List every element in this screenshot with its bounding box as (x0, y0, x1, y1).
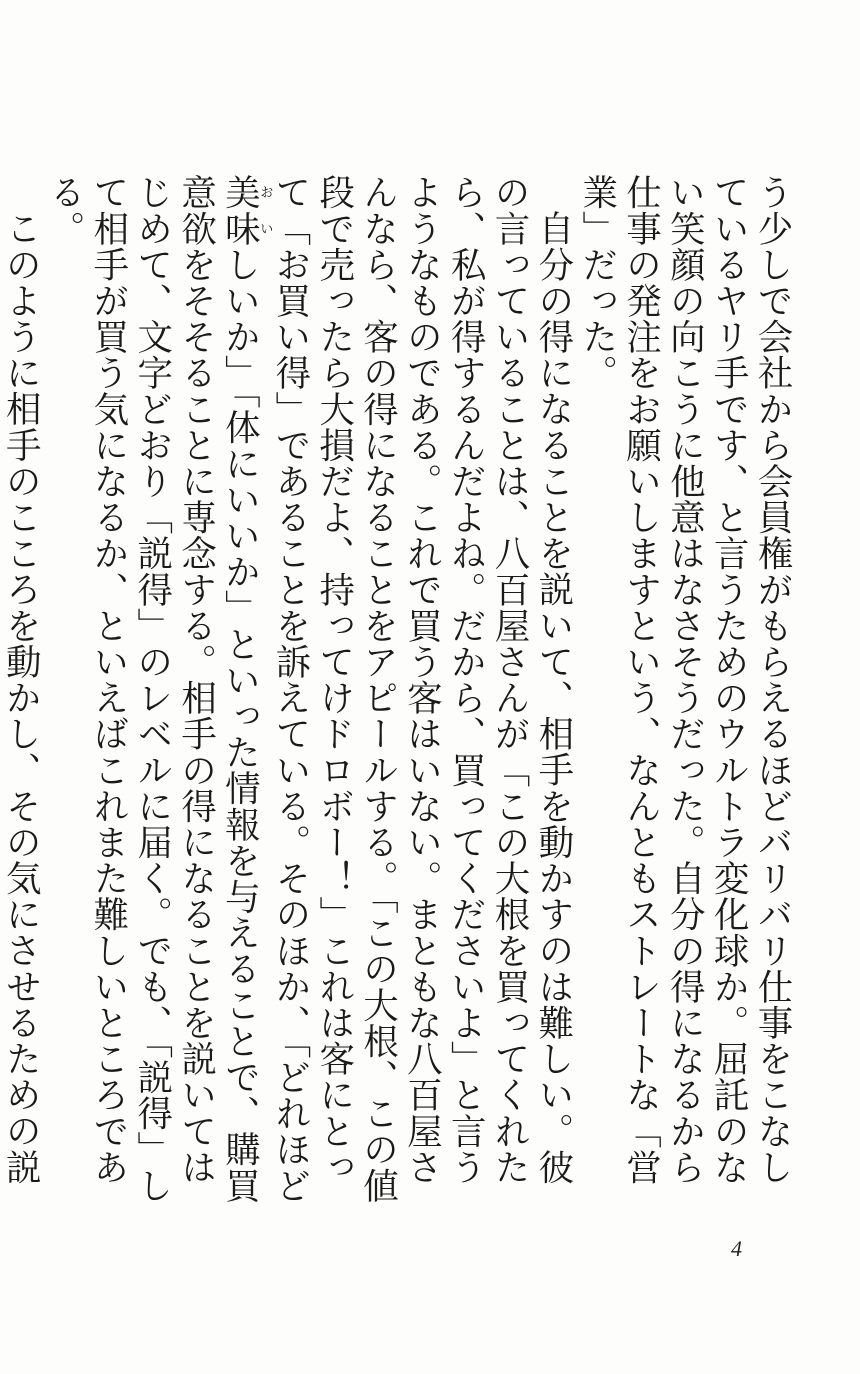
ruby-reading: おい (256, 174, 273, 247)
ruby-word (219, 174, 273, 247)
paragraph-3 (0, 174, 42, 1209)
page-number: 4 (731, 1236, 742, 1261)
paragraph-3-text: このように相手のこころを動かし、その気にさせるための説 (0, 209, 42, 1185)
paragraph-2-text: 自分の得になることを説いて、相手を動かすのは難しい。彼の言っていることは、八百屋さんが「この大根を買ってくれたら、私が得するんだよね。だから、買ってくださいよ」と言うようなものである。これで買う客はいない。まともな八百屋さんなら、客の得になることをアピールする。「この大根、この値段で売ったら大損だよ、持ってけドロボー！」これは客にとって「お買い得」であることを訴えている。そのほか、「どれほど (269, 174, 574, 1204)
body-text (0, 174, 794, 1209)
ruby-base: 美味 (219, 174, 261, 247)
paragraph-1 (575, 174, 794, 1209)
paragraph-2-text-after: しいか」「体にいいか」といった情報を与えることで、購買意欲をそそることに専念する。相手の得になることを説いてはじめて、文字どおり「説得」のレベルに届く。でも、「説得」して相手が買う気になるか、といえばこれまた難しいところである。 (44, 174, 261, 1204)
paragraph-2 (42, 174, 575, 1209)
paragraph-1-text: う少しで会社から会員権がもらえるほどバリバリ仕事をこなしているヤリ手です、と言うためのウルトラ変化球か。屈託のない笑顔の向こうに他意はなさそうだった。自分の得になるから仕事の発注をお願いしますという、なんともストレートな「営業」だった。 (576, 174, 793, 1185)
